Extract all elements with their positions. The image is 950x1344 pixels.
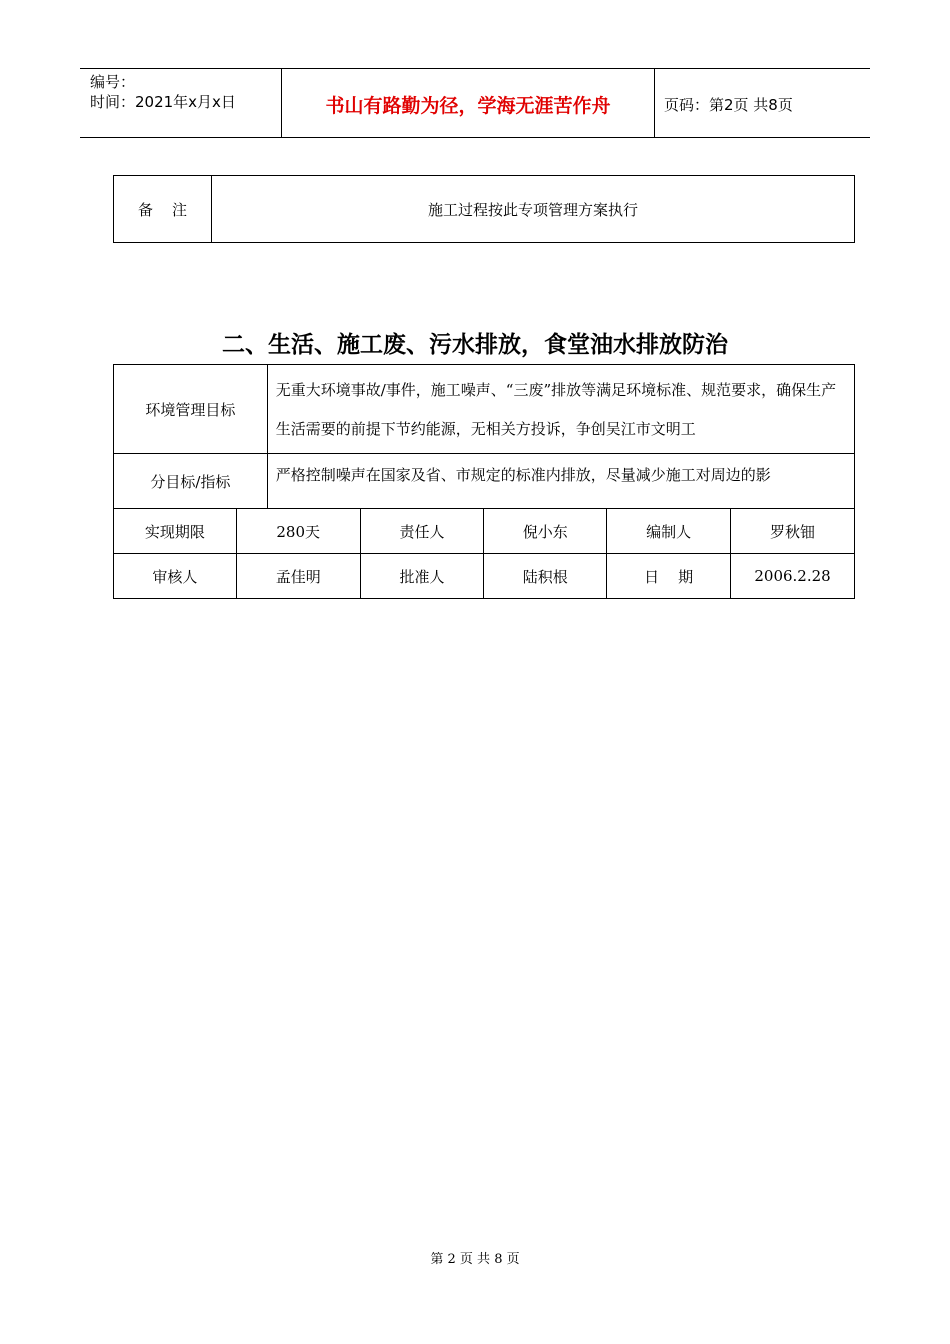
management-table [113,364,855,599]
header-motto-cell [281,69,655,137]
cell-date-value: 2006.2.28 [731,554,855,599]
cell-author-label: 编制人 [607,509,731,554]
target-label: 分目标/指标 [114,454,268,509]
page-footer: 第 2 页 共 8 页 [430,1252,520,1267]
table-row [114,176,855,243]
cell-author-value: 罗秋钿 [731,509,855,554]
cell-reviewer-label: 审核人 [114,554,237,599]
cell-reviewer-value: 孟佳明 [236,554,360,599]
goal-text [267,365,854,454]
target-text [267,454,854,509]
page-info: 页码：第2页 共8页 [664,96,793,114]
table-row [114,365,855,454]
cell-date-label: 日 期 [607,554,731,599]
motto-text: 书山有路勤为径，学海无涯苦作舟 [325,95,611,117]
cell-responsible-value: 倪小东 [484,509,607,554]
table-row [114,509,855,554]
header-page-cell [654,69,870,137]
section-title: 二、生活、施工废、污水排放，食堂油水排放防治 [222,332,728,358]
table-row [114,454,855,509]
table-row [114,554,855,599]
goal-text-content: 无重大环境事故/事件，施工噪声、“三废”排放等满足环境标准、规范要求，确保生产生活需要的前提下节约能源，无相关方投诉，争创吴江市文明工 [275,381,837,438]
remark-table [113,175,855,243]
cell-approver-value: 陆积根 [484,554,607,599]
cell-approver-label: 批准人 [360,554,484,599]
cell-period-label: 实现期限 [114,509,237,554]
time-label: 时间：2021年x月x日 [90,93,236,111]
document-header [80,68,870,138]
goal-label: 环境管理目标 [114,365,268,454]
target-text-content: 严格控制噪声在国家及省、市规定的标准内排放，尽量减少施工对周边的影 [275,466,771,484]
header-meta-cell [80,69,280,137]
code-label: 编号： [90,73,136,91]
cell-responsible-label: 责任人 [360,509,484,554]
remark-value: 施工过程按此专项管理方案执行 [212,176,855,243]
remark-label: 备 注 [114,176,212,243]
cell-period-value: 280天 [236,509,360,554]
